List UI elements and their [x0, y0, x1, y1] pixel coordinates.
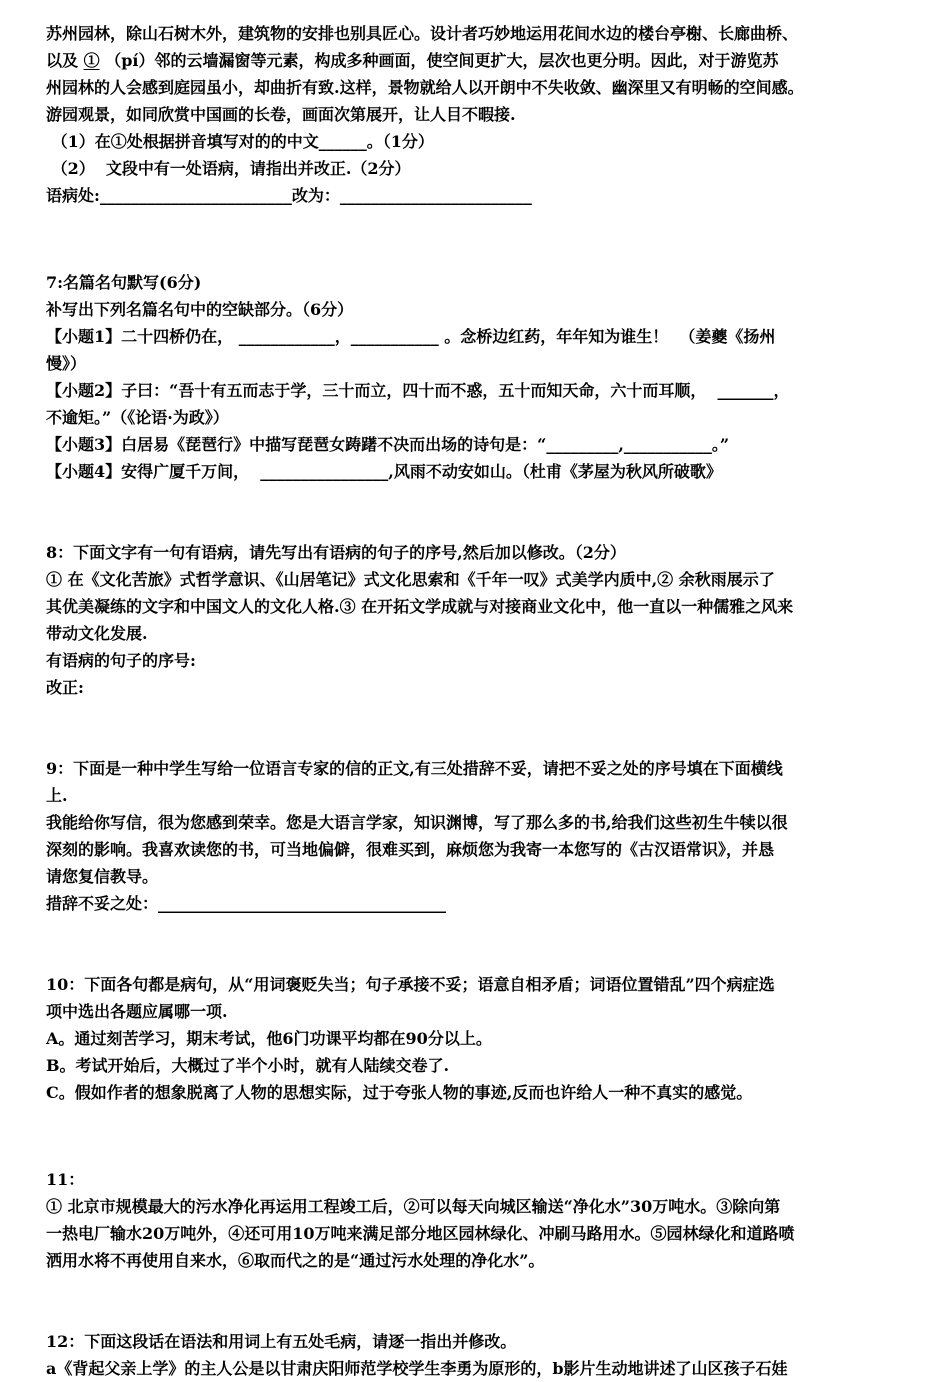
question-8-title: 8：下面文字有一句有语病，请先写出有语病的句子的序号,然后加以修改。（2分）: [46, 543, 626, 562]
question-line: 深刻的影响。我喜欢读您的书，可当地偏僻，很难买到，麻烦您为我寄一本您写的《古汉语常识》，并恳: [46, 840, 775, 859]
passage-line: [46, 47, 908, 74]
question-line: 【小题3】白居易《琵琶行》中描写琵琶女踌躇不决而出场的诗句是：“_________,___________。”: [46, 435, 730, 454]
passage-line: 苏州园林，除山石树木外，建筑物的安排也别具匠心。设计者巧妙地运用花间水边的楼台亭榭、长廊曲桥、: [46, 24, 799, 43]
blank-marker-1[interactable]: ①: [83, 51, 100, 70]
answer-label[interactable]: 改正:: [46, 678, 84, 697]
question-line: 不逾矩。”（《论语·为政》）: [46, 408, 229, 427]
question-12: [46, 1328, 908, 1382]
option-c: C。假如作者的想象脱离了人物的思想实际，过于夸张人物的事迹,反而也许给人一种不真实的感觉。: [46, 1083, 753, 1102]
answer-line[interactable]: 措辞不妥之处：____________________________________: [46, 894, 447, 913]
question-12-title: 12：下面这段话在语法和用词上有五处毛病，请逐一指出并修改。: [46, 1332, 517, 1351]
passage-intro: [46, 20, 908, 209]
question-11-title: 11：: [46, 1170, 85, 1189]
question-7: [46, 269, 908, 485]
question-8: [46, 539, 908, 701]
question-line: 我能给你写信，很为您感到荣幸。您是大语言学家，知识渊博，写了那么多的书,给我们这些初生牛犊以很: [46, 813, 788, 832]
question-line: 【小题1】二十四桥仍在， ____________，___________ 。念桥边红药，年年知为谁生！ （姜夔《扬州: [46, 327, 776, 346]
passage-text: 邻的云墙漏窗等元素，构成多种画面，使空间更扩大，层次也更分明。因此，对于游览苏: [154, 51, 779, 70]
question-line: 【小题4】安得广厦千万间， ________________,风雨不动安如山。（杜甫《茅屋为秋风所破歌》: [46, 462, 722, 481]
passage-line: 游园观景，如同欣赏中国画的长卷，画面次第展开，让人目不暇接.: [46, 105, 516, 124]
question-line: a《背起父亲上学》的主人公是以甘肃庆阳师范学校学生李勇为原形的，b影片生动地讲述了山区孩子石娃: [46, 1359, 788, 1378]
document-page: [46, 20, 908, 1382]
option-b: B。考试开始后，大概过了半个小时，就有人陆续交卷了.: [46, 1056, 450, 1075]
question-11: [46, 1166, 908, 1274]
question-line: 带动文化发展.: [46, 624, 148, 643]
answer-label[interactable]: 有语病的句子的序号:: [46, 651, 196, 670]
question-line: 一热电厂输水20万吨外，④还可用10万吨来满足部分地区园林绿化、冲刷马路用水。⑤园林绿化和道路喷: [46, 1224, 795, 1243]
question-line: 上.: [46, 786, 68, 805]
question-6-answer-line[interactable]: 语病处:________________________改为：________________________: [46, 186, 532, 205]
question-10-title: 10：下面各句都是病句，从“用词褒贬失当；句子承接不妥；语意自相矛盾；词语位置错乱”四个病症选: [46, 975, 775, 994]
question-7-title: 7:名篇名句默写(6分): [46, 273, 202, 292]
question-9: [46, 755, 908, 917]
question-line: 【小题2】子曰：“吾十有五而志于学，三十而立，四十而不惑，五十而知天命，六十而耳顺， _______，: [46, 381, 790, 400]
question-6-sub1: （1）在①处根据拼音填写对的的中文______。（1分）: [46, 132, 434, 151]
question-line: 洒用水将不再使用自来水，⑥取而代之的是“通过污水处理的净化水”。: [46, 1251, 545, 1270]
pinyin-hint: （pí）: [105, 51, 155, 70]
question-line: 补写出下列名篇名句中的空缺部分。（6分）: [46, 300, 354, 319]
question-line: ① 在《文化苦旅》式哲学意识、《山居笔记》式文化思索和《千年一叹》式美学内质中,② 余秋雨展示了: [46, 570, 775, 589]
passage-prefix: 以及: [46, 51, 79, 70]
option-a: A。通过刻苦学习，期末考试，他6门功课平均都在90分以上。: [46, 1029, 492, 1048]
question-6-sub2: （2） 文段中有一处语病，请指出并改正.（2分）: [46, 159, 411, 178]
question-9-title: 9：下面是一种中学生写给一位语言专家的信的正文,有三处措辞不妥，请把不妥之处的序号填在下面横线: [46, 759, 783, 778]
question-line: 其优美凝练的文字和中国文人的文化人格.③ 在开拓文学成就与对接商业文化中，他一直以一种儒雅之风来: [46, 597, 794, 616]
question-10: [46, 971, 908, 1106]
passage-line: 州园林的人会感到庭园虽小，却曲折有致.这样，景物就给人以开朗中不失收敛、幽深里又有明畅的空间感。: [46, 78, 804, 97]
question-line: 项中选出各题应属哪一项.: [46, 1002, 228, 1021]
question-line: 请您复信教导。: [46, 867, 159, 886]
question-line: ① 北京市规模最大的污水净化再运用工程竣工后，②可以每天向城区输送“净化水”30万吨水。③除向第: [46, 1197, 781, 1216]
question-line: 慢》）: [46, 354, 87, 373]
